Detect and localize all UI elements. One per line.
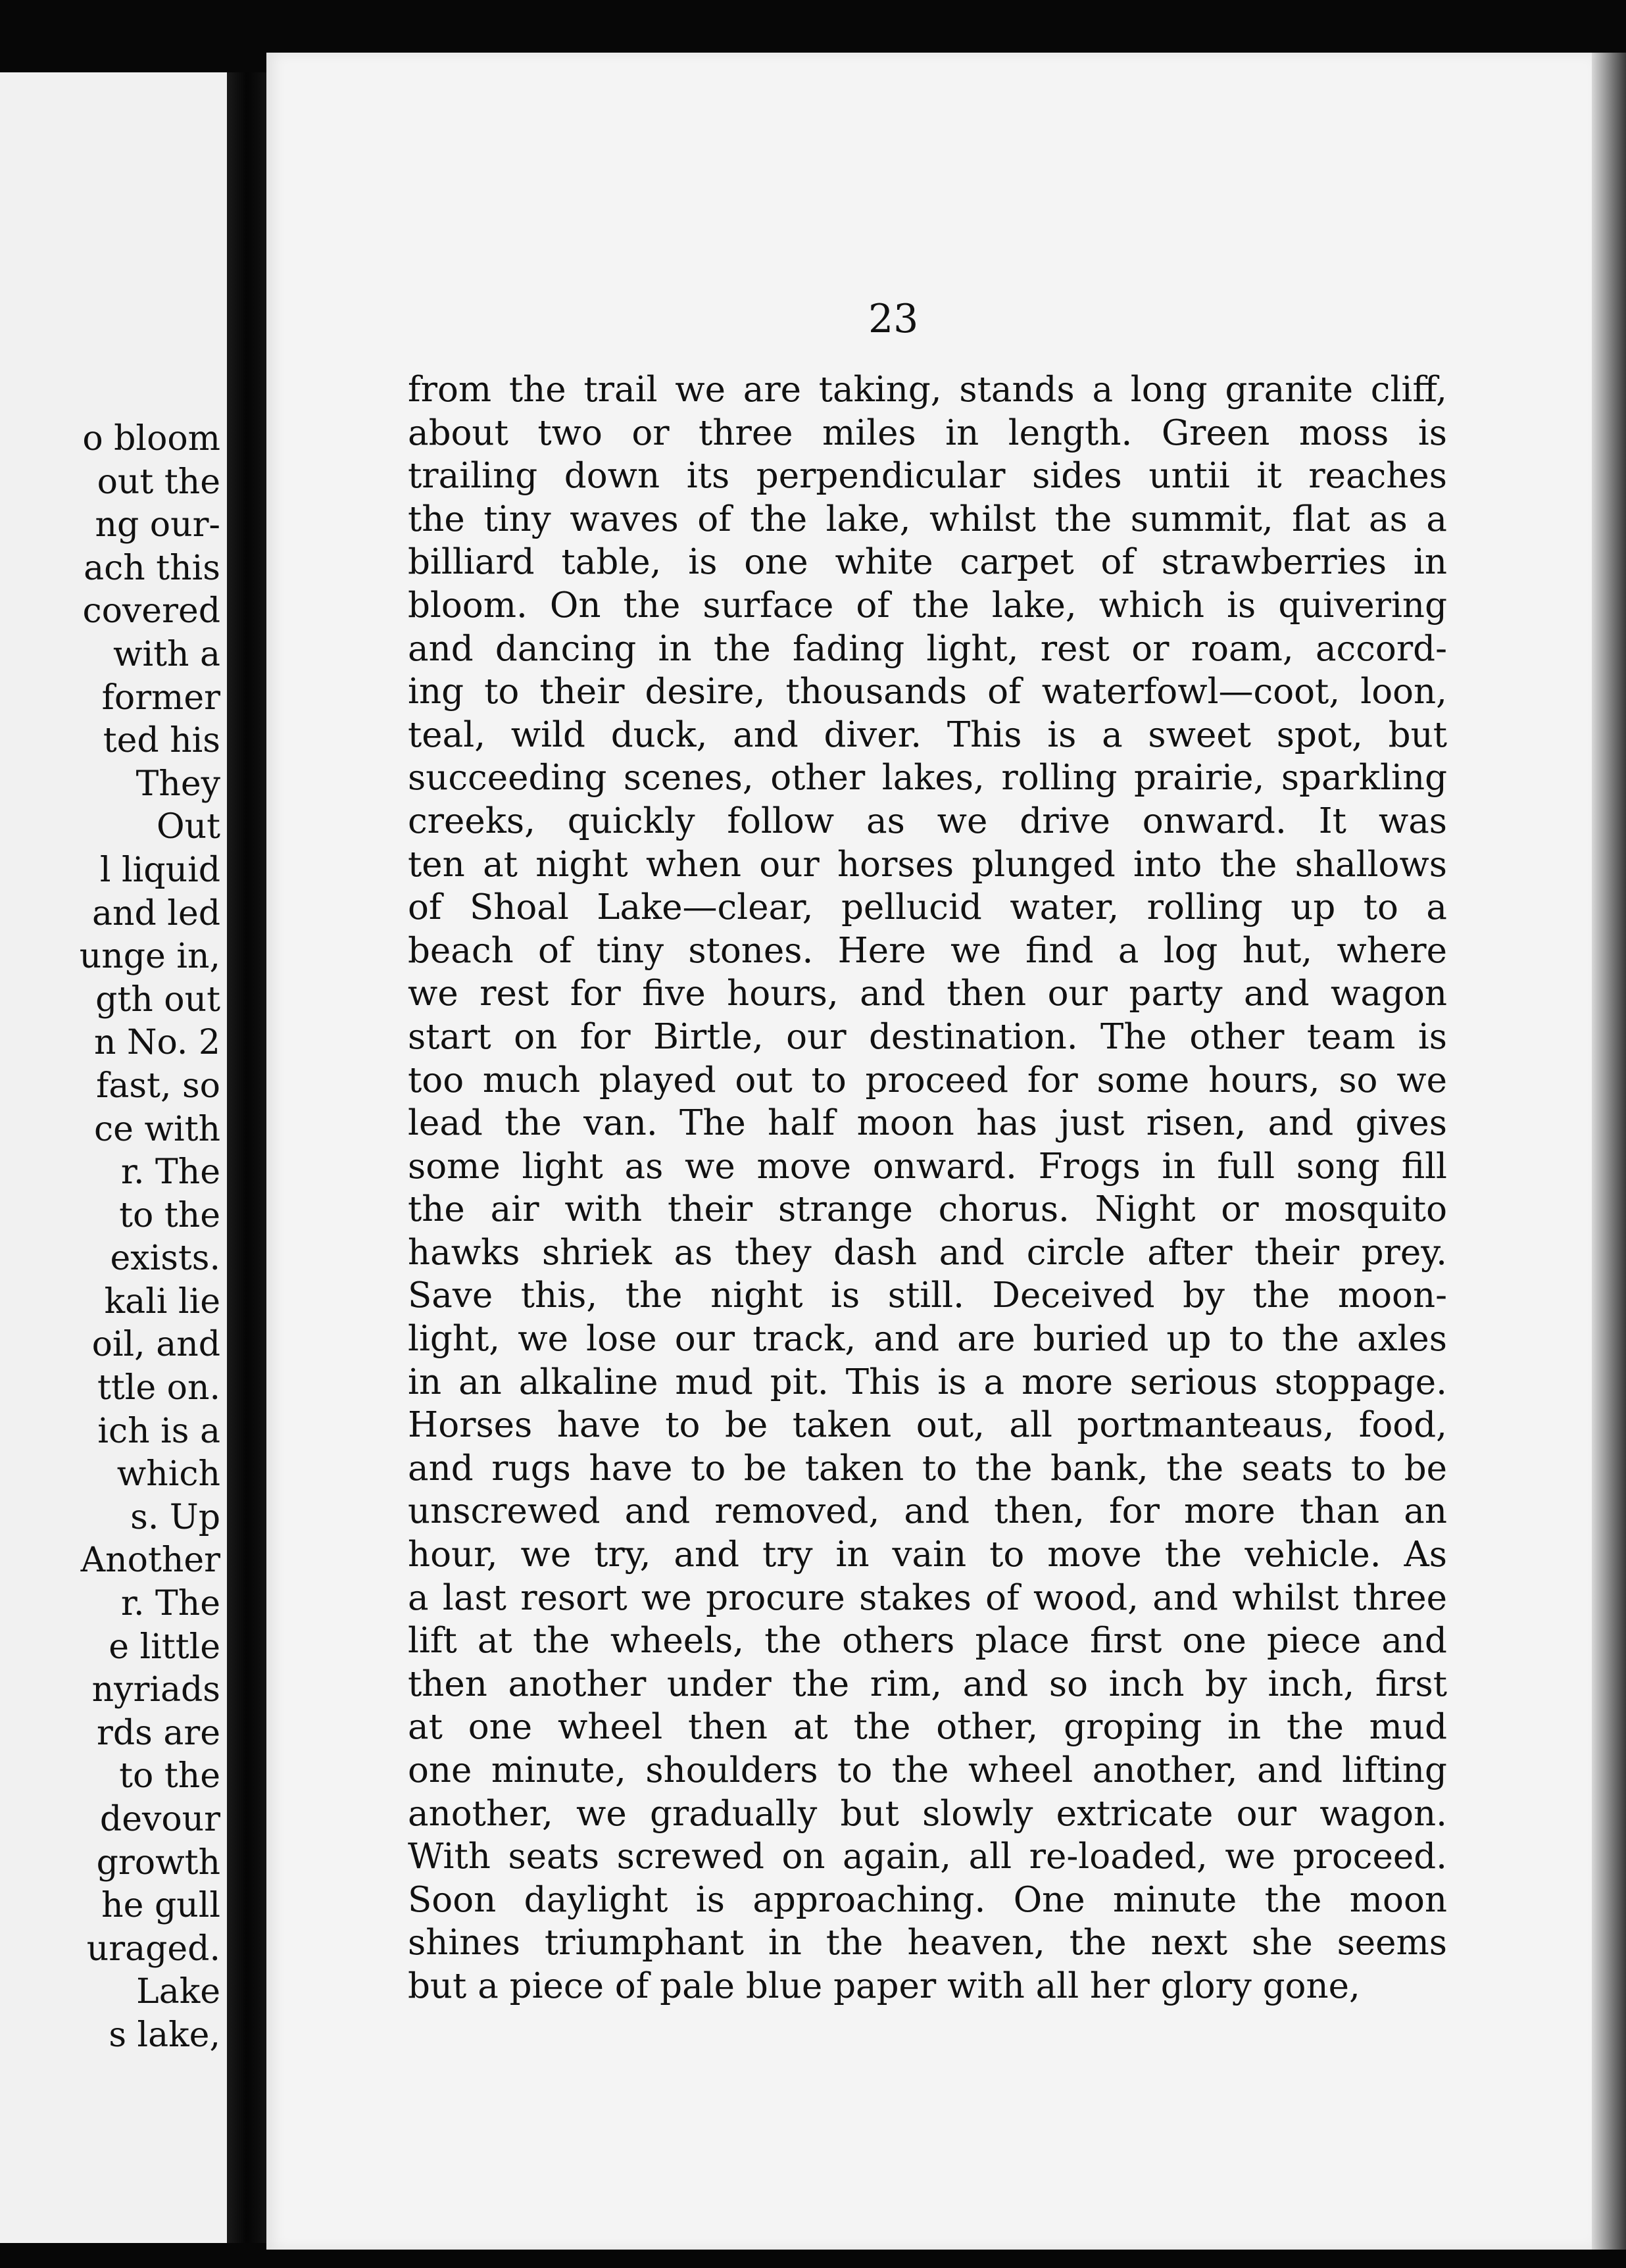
left-page-line: gth out: [95, 979, 220, 1020]
text-line: in an alkaline mud pit. This is a more serious stoppage.: [408, 1362, 1447, 1402]
left-page-line: s. Up: [130, 1497, 220, 1537]
left-page-line: Out: [156, 807, 220, 847]
text-line: some light as we move onward. Frogs in full song fill: [408, 1146, 1447, 1187]
text-line: unscrewed and removed, and then, for more than an: [408, 1491, 1447, 1532]
text-line: and rugs have to be taken to the bank, the seats to be: [408, 1448, 1447, 1489]
text-line: Soon daylight is approaching. One minute the moon: [408, 1879, 1447, 1920]
text-line: beach of tiny stones. Here we find a log hut, where: [408, 930, 1447, 971]
text-line: Horses have to be taken out, all portmanteaus, food,: [408, 1405, 1447, 1446]
text-line: too much played out to proceed for some hours, so we: [408, 1060, 1447, 1100]
left-page-line: exists.: [110, 1239, 220, 1279]
text-line: a last resort we procure stakes of wood, and whilst three: [408, 1577, 1447, 1618]
left-page-line: oil, and: [91, 1325, 220, 1365]
left-page-line: ce with: [94, 1109, 220, 1149]
left-page-line: e little: [109, 1627, 220, 1667]
left-page-line: unge in,: [79, 937, 220, 977]
text-line: ing to their desire, thousands of waterfowl—coot, loon,: [408, 672, 1447, 712]
left-page-line: to the: [119, 1756, 220, 1796]
left-page-text: [80, 418, 220, 2058]
page-number: 23: [868, 296, 919, 342]
text-line: the air with their strange chorus. Night or mosquito: [408, 1189, 1447, 1230]
text-line: from the trail we are taking, stands a long granite cliff,: [408, 370, 1447, 410]
text-line: ten at night when our horses plunged into the shallows: [408, 844, 1447, 885]
text-line: lead the van. The half moon has just risen, and gives: [408, 1103, 1447, 1144]
left-page-line: covered: [82, 591, 220, 631]
left-page-line: Lake: [136, 1972, 220, 2012]
text-line: With seats screwed on again, all re-loaded, we proceed.: [408, 1837, 1447, 1877]
text-line: bloom. On the surface of the lake, which is quivering: [408, 585, 1447, 626]
text-line: another, we gradually but slowly extricate our wagon.: [408, 1793, 1447, 1834]
left-page-line: r. The: [120, 1584, 220, 1624]
text-line: but a piece of pale blue paper with all her glory gone,: [408, 1965, 1360, 2006]
left-page-line: kali lie: [104, 1281, 220, 1321]
body-text: [408, 368, 1447, 2008]
text-line: succeeding scenes, other lakes, rolling prairie, sparkling: [408, 758, 1447, 799]
text-line: hawks shriek as they dash and circle after their prey.: [408, 1232, 1447, 1273]
left-page-line: and led: [92, 893, 220, 933]
text-line: lift at the wheels, the others place first one piece and: [408, 1621, 1447, 1662]
left-page-line: with a: [112, 634, 220, 674]
text-line: at one wheel then at the other, groping in the mud: [408, 1707, 1447, 1748]
left-page-line: nyriads: [91, 1670, 220, 1710]
left-page-line: r. The: [120, 1152, 220, 1193]
left-page-line: devour: [99, 1800, 220, 1839]
left-page-line: ttle on.: [97, 1368, 220, 1408]
left-page-line: ich is a: [97, 1411, 220, 1451]
left-page-line: They: [136, 764, 220, 804]
left-page: [0, 72, 227, 2243]
left-page-line: fast, so: [96, 1066, 220, 1106]
left-page-line: ach this: [84, 548, 220, 588]
text-line: start on for Birtle, our destination. The other team is: [408, 1016, 1447, 1057]
left-page-line: o bloom: [82, 419, 220, 458]
left-page-line: uraged.: [86, 1929, 220, 1969]
text-line: hour, we try, and try in vain to move the vehicle. As: [408, 1535, 1447, 1575]
text-line: shines triumphant in the heaven, the next she seems: [408, 1923, 1447, 1963]
text-line: and dancing in the fading light, rest or roam, accord-: [408, 628, 1447, 669]
left-page-line: which: [116, 1454, 220, 1494]
text-line: then another under the rim, and so inch by inch, first: [408, 1664, 1447, 1704]
left-page-line: ng our-: [95, 505, 220, 545]
left-page-line: to the: [119, 1195, 220, 1235]
text-line: teal, wild duck, and diver. This is a sweet spot, but: [408, 714, 1447, 755]
left-page-line: s lake,: [109, 2015, 220, 2055]
left-page-line: he gull: [101, 1886, 220, 1926]
left-page-line: l liquid: [99, 850, 220, 890]
text-line: the tiny waves of the lake, whilst the summit, flat as a: [408, 499, 1447, 539]
text-line: we rest for five hours, and then our party and wagon: [408, 974, 1447, 1014]
text-line: about two or three miles in length. Green moss is: [408, 412, 1447, 453]
text-line: of Shoal Lake—clear, pellucid water, rolling up to a: [408, 887, 1447, 928]
left-page-line: growth: [96, 1842, 220, 1883]
left-page-line: former: [101, 678, 220, 718]
left-page-line: out the: [97, 462, 220, 502]
text-line: one minute, shoulders to the wheel another, and lifting: [408, 1750, 1447, 1790]
page-edge: [1592, 53, 1626, 2250]
text-line: trailing down its perpendicular sides untii it reaches: [408, 456, 1447, 497]
left-page-line: rds are: [97, 1713, 220, 1753]
text-line: Save this, the night is still. Deceived by the moon-: [408, 1275, 1447, 1316]
left-page-line: Another: [80, 1541, 220, 1581]
text-line: billiard table, is one white carpet of strawberries in: [408, 542, 1447, 583]
left-page-line: ted his: [103, 721, 220, 761]
text-line: creeks, quickly follow as we drive onward. It was: [408, 801, 1447, 841]
left-page-line: n No. 2: [93, 1023, 220, 1063]
text-line: light, we lose our track, and are buried up to the axles: [408, 1319, 1447, 1360]
book-gutter: [227, 72, 266, 2243]
